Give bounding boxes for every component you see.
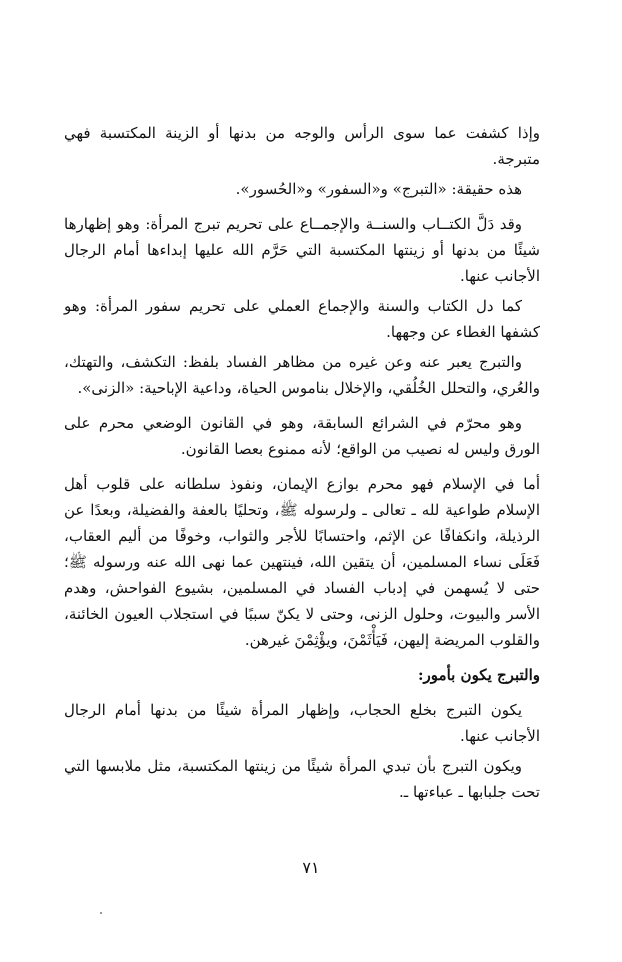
section-heading: والتبرج يكون بأمور: <box>418 666 540 684</box>
paragraph-5: والتبرج يعبر عنه وعن غيره من مظاهر الفساد بلفظ: التكشف، والتهتك، والعُري، والتحلل الخُلُقي، والإخلال بناموس الحياة، وداعية الإباحية: «الزنى». <box>64 353 540 397</box>
paragraph-3: وقد دَلَّ الكتــاب والسنــة والإجمــاع على تحريم تبرج المرأة: وهو إظهارها شيئًا من بدنها أو زينتها المكتسبة التي حَرَّم الله عليها إبداءها أمام الرجال الأجانب عنها. <box>64 215 540 285</box>
paragraph-2: هذه حقيقة: «التبرج» و«السفور» و«الحُسور». <box>235 180 522 198</box>
paragraph-7: أما في الإسلام فهو محرم بوازع الإيمان، ونفوذ سلطانه على قلوب أهل الإسلام طواعية لله ـ تعالى ـ ولرسوله ﷺ، وتحليًا بالعفة والفضيلة، وبعدًا عن الرذيلة، وانكفافًا عن الإثم، واحتسابًا للأجر والثواب، وخوفًا من أليم العقاب، فَعَلَى نساء المسلمين، أن يتقين الله، فينتهين عما نهى الله عنه ورسوله ﷺ؛ حتى لا يُسهمن في إدباب الفساد في المسلمين، بشيوع الفواحش، وهدم الأسر والبيوت، وحلول الزنى، وحتى لا يكنّ سببًا في استجلاب العيون الخائنة، والقلوب المريضة إليهن، فَيَأْثَمْنَ، ويؤْثِمْنَ غيرهن. <box>64 475 540 649</box>
paragraph-6: وهو محرّم في الشرائع السابقة، وهو في القانون الوضعي محرم على الورق وليس له نصيب من الواقع؛ لأنه ممنوع بعصا القانون. <box>64 414 540 458</box>
paragraph-4: كما دل الكتاب والسنة والإجماع العملي على تحريم سفور المرأة: وهو كشفها الغطاء عن وجهها. <box>64 297 540 341</box>
scan-speck <box>100 912 102 914</box>
page-body <box>64 120 540 814</box>
paragraph-10: ويكون التبرج بأن تبدي المرأة شيئًا من زينتها المكتسبة، مثل ملابسها التي تحت جلبابها ـ عباءتها ـ. <box>64 757 540 801</box>
page-number: ٧١ <box>302 858 320 877</box>
paragraph-9: يكون التبرج بخلع الحجاب، وإظهار المرأة شيئًا من بدنها أمام الرجال الأجانب عنها. <box>64 701 540 745</box>
paragraph-1: وإذا كشفت عما سوى الرأس والوجه من بدنها أو الزينة المكتسبة فهي متبرجة. <box>64 124 540 168</box>
